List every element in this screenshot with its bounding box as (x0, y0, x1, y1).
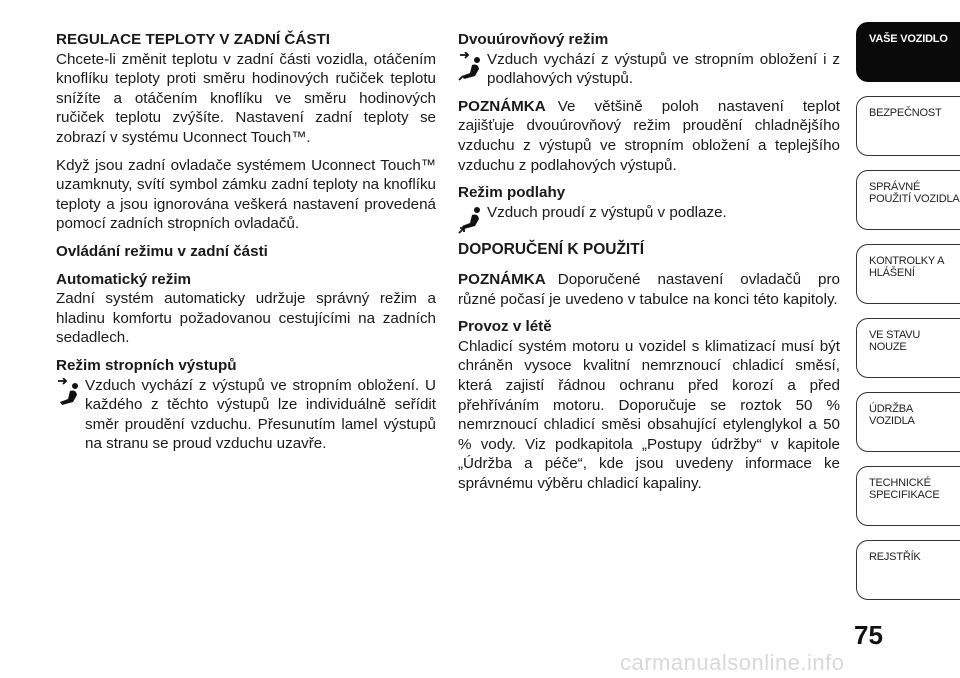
floor-mode-row (458, 203, 840, 223)
summer-title: Provoz v létě (458, 318, 552, 336)
floor-vent-icon (458, 205, 484, 235)
tab-ve-stavu-nouze[interactable] (856, 318, 960, 378)
auto-text: Zadní systém automaticky udržuje správný režim a hladinu komfortu požadovanou cestujícími na zadních sedadlech. (56, 290, 436, 347)
tab-label: KONTROLKY A HLÁŠENÍ (869, 255, 944, 279)
tab-label: TECHNICKÉ SPECIFIKACE (869, 477, 940, 501)
right-column (458, 30, 840, 501)
mode-control-title: Ovládání režimu v zadní části (56, 242, 268, 260)
tab-rejstrik[interactable] (856, 540, 960, 600)
ceiling-vent-icon (56, 378, 82, 408)
ceiling-text: Vzduch vychází z výstupů ve stropním obložení. U každého z těchto výstupů lze individuálně seřídit směr proudění vzduchu. Přesunutím lamel výstupů na stranu se proud vzduchu uzavře. (85, 376, 436, 453)
tab-label: REJSTŘÍK (869, 551, 921, 563)
lock-text: Když jsou zadní ovladače systémem Uconnect Touch™ uzamknuty, svítí symbol zámku zadní teploty na knoflíku teploty a jsou ignorována veškerá nastavení provedená pomocí zadních stropních ovladačů. (56, 156, 436, 233)
rear-temp-text: Chcete-li změnit teplotu v zadní části vozidla, otáčením knoflíku teploty proti směru hodinových ručiček teplotu snížíte a otáčením knoflíku ve směru hodinových ručiček teplotu zvýšíte. Nastavení zadní teploty se zobrazí v systému Uconnect Touch™. (56, 50, 436, 146)
summer-text: Chladicí systém motoru u vozidel s klimatizací musí být chráněn vysoce kvalitní nemrznoucí chladicí směsí, která zajistí řádnou ochranu před korozí a před přehříváním motoru. Doporučuje se roztok 50 % nemrznoucí chladicí směsi obsahující etylenglykol a 50 % vody. Viz podkapitola „Postupy údržby“ v kapitole „Údržba a péče“, kde jsou uvedeny informace ke správnému výběru chladicí kapaliny. (458, 337, 840, 492)
tab-label: SPRÁVNÉ POUŽITÍ VOZIDLA (869, 181, 960, 205)
watermark: carmanualsonline.info (620, 650, 845, 675)
note2-label: POZNÁMKA (458, 270, 546, 288)
note1-text: Ve většině poloh nastavení teplot zajišťuje dvouúrovňový režim proudění chladnějšího vzduchu z výstupů ve stropním obložení a teplejšího vzduchu z podlahových výstupů. (458, 97, 840, 174)
auto-title: Automatický režim (56, 270, 192, 288)
floor-title: Režim podlahy (458, 184, 566, 202)
ceiling-mode-row (56, 376, 436, 454)
note2 (458, 270, 840, 309)
tab-label: ÚDRŽBA VOZIDLA (869, 403, 915, 427)
bilevel-title: Dvouúrovňový režim (458, 31, 609, 48)
tab-technicke-specifikace[interactable] (856, 466, 960, 526)
tab-label: VAŠE VOZIDLO (869, 33, 948, 45)
tab-kontrolky[interactable] (856, 244, 960, 304)
note2-text: Doporučené nastavení ovladačů pro různé počasí je uvedeno v tabulce na konci této kapitoly. (458, 270, 840, 308)
tab-vase-vozidlo[interactable] (856, 22, 960, 82)
tab-label: VE STAVU NOUZE (869, 329, 921, 353)
tab-spravne-pouziti[interactable] (856, 170, 960, 230)
bilevel-text: Vzduch vychází z výstupů ve stropním obložení i z podlahových výstupů. (487, 50, 840, 88)
tab-bezpecnost[interactable] (856, 96, 960, 156)
rear-temp-title: REGULACE TEPLOTY V ZADNÍ ČÁSTI (56, 31, 330, 48)
bilevel-vent-icon (458, 52, 484, 82)
chapter-tabs (856, 22, 960, 614)
ceiling-title: Režim stropních výstupů (56, 356, 237, 374)
left-column (56, 30, 436, 462)
page-number: 75 (854, 620, 883, 650)
note1-label: POZNÁMKA (458, 97, 546, 115)
floor-text: Vzduch proudí z výstupů v podlaze. (487, 203, 727, 221)
tab-label: BEZPEČNOST (869, 107, 942, 119)
note1 (458, 97, 840, 175)
tab-udrzba[interactable] (856, 392, 960, 452)
tips-title: DOPORUČENÍ K POUŽITÍ (458, 241, 645, 259)
bilevel-mode-row (458, 50, 840, 89)
